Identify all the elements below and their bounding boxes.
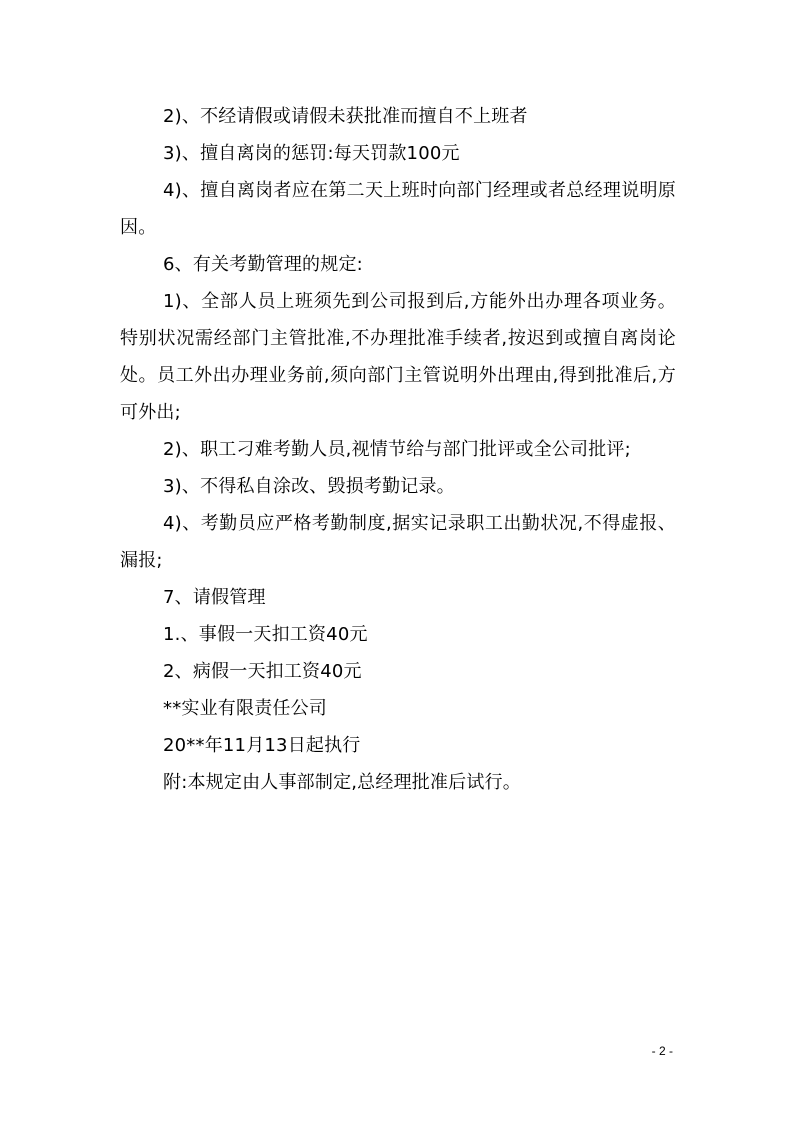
paragraph-attendance-rule-2: 2)、职工刁难考勤人员,视情节给与部门批评或全公司批评; [163,439,631,460]
document-note: 附:本规定由人事部制定,总经理批准后试行。 [163,772,521,793]
section-heading-leave: 7、请假管理 [163,587,266,608]
page-number: - 2 - [651,1044,673,1058]
effective-date: 20**年11月13日起执行 [163,735,361,756]
section-heading-attendance: 6、有关考勤管理的规定: [163,254,363,275]
company-name: **实业有限责任公司 [163,698,327,719]
paragraph-leaving-post-explanation: 4)、擅自离岗者应在第二天上班时向部门经理或者总经理说明原因。 [120,180,676,238]
paragraph-attendance-rule-3: 3)、不得私自涂改、毁损考勤记录。 [163,476,455,497]
paragraph-attendance-rule-1: 1)、全部人员上班须先到公司报到后,方能外出办理各项业务。特别状况需经部门主管批准,不办理批准手续者,按迟到或擅自离岗论处。员工外出办理业务前,须向部门主管说明外出理由,得到批准后,方可外出; [120,291,676,423]
paragraph-unauthorized-absence: 2)、不经请假或请假未获批准而擅自不上班者 [163,106,528,127]
document-body [120,98,676,801]
paragraph-leaving-post-penalty: 3)、擅自离岗的惩罚:每天罚款100元 [163,143,460,164]
paragraph-sick-leave: 2、病假一天扣工资40元 [163,661,362,682]
paragraph-attendance-rule-4: 4)、考勤员应严格考勤制度,据实记录职工出勤状况,不得虚报、漏报; [120,513,676,571]
paragraph-personal-leave: 1.、事假一天扣工资40元 [163,624,368,645]
